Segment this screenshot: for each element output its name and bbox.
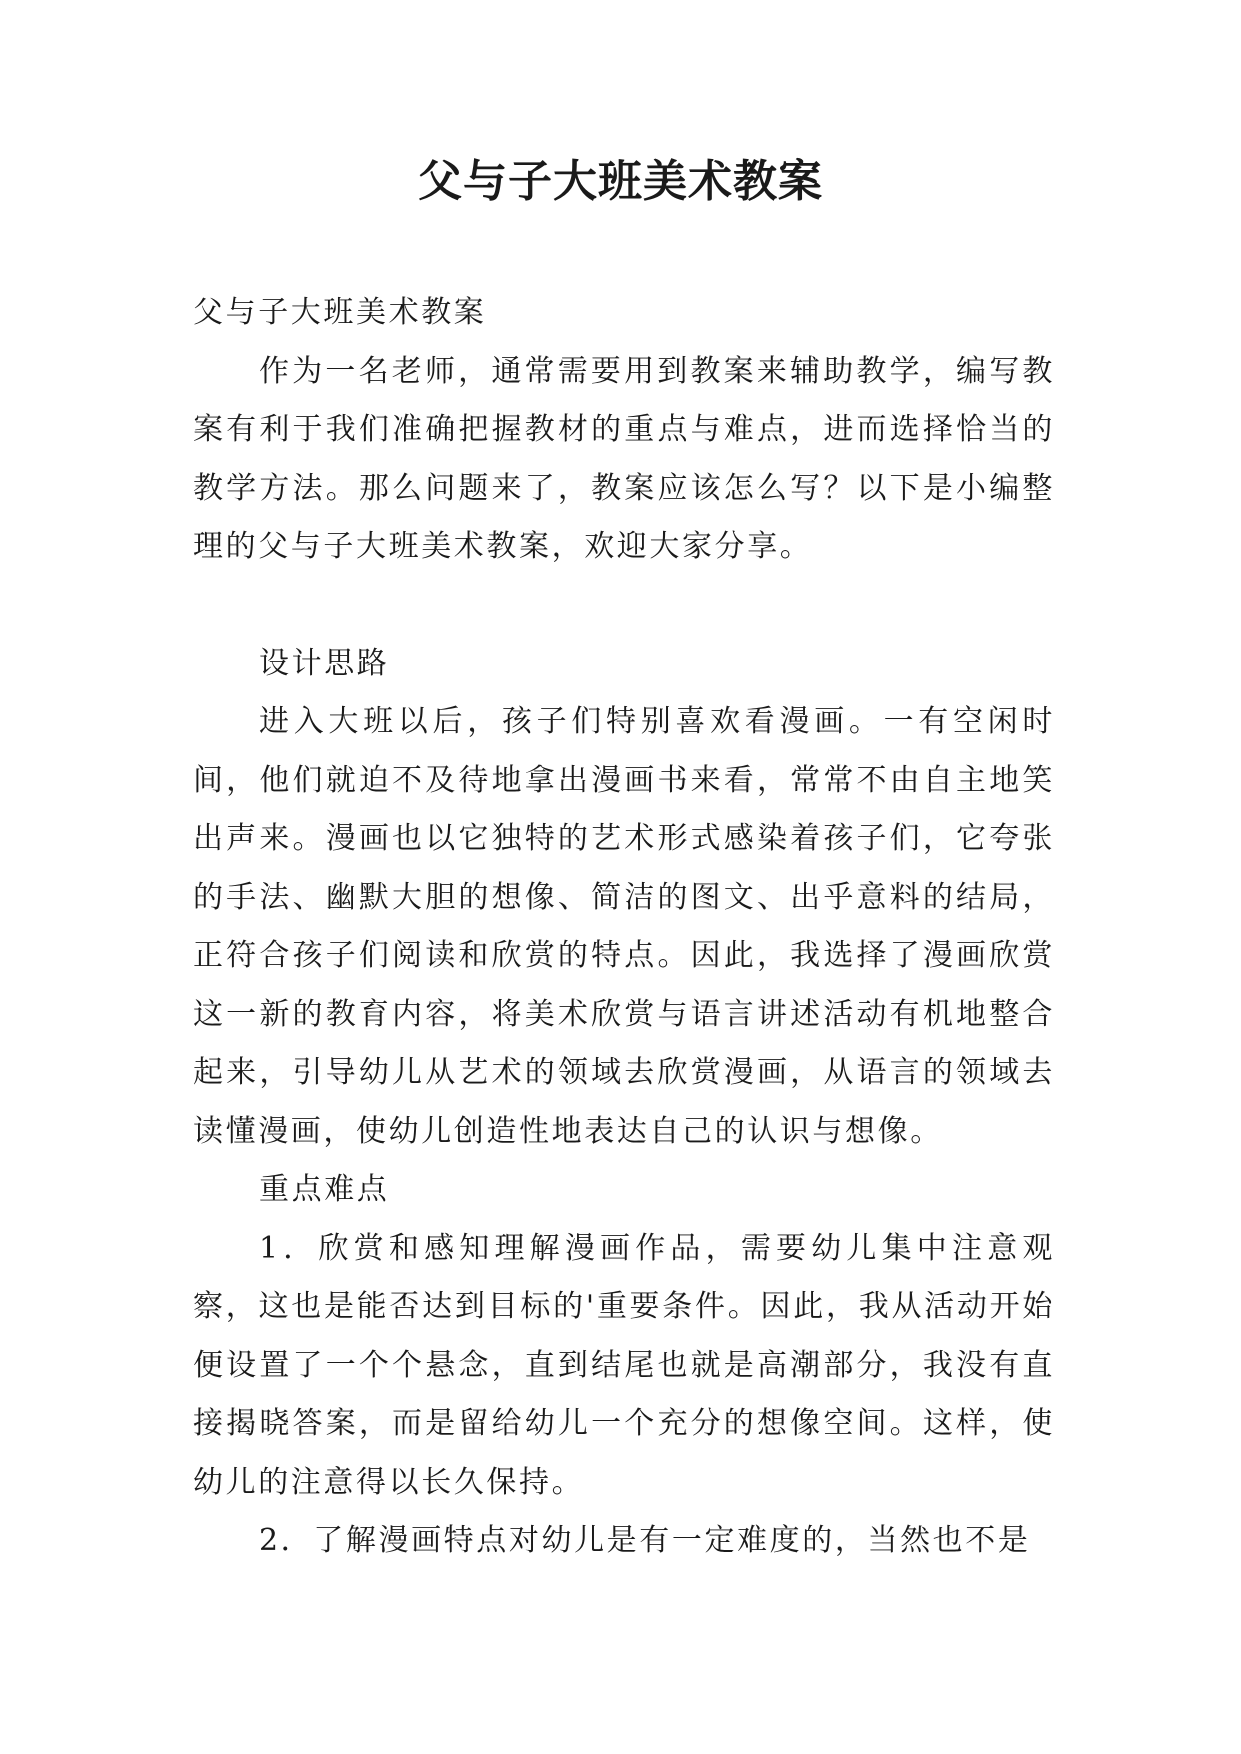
document-body [193, 284, 1055, 1571]
paragraph-key-point-2: 2．了解漫画特点对幼儿是有一定难度的，当然也不是 [259, 1523, 1031, 1558]
paragraph-gap [193, 577, 1055, 635]
paragraph-intro: 作为一名老师，通常需要用到教案来辅助教学，编写教案有利于我们准确把握教材的重点与难点，进而选择恰当的教学方法。那么问题来了，教案应该怎么写？以下是小编整理的父与子大班美术教案，欢迎大家分享。 [193, 353, 1055, 564]
paragraph-heading: 父与子大班美术教案 [193, 295, 487, 330]
section-heading-design: 设计思路 [259, 645, 390, 681]
section-heading-key-points: 重点难点 [259, 1172, 390, 1207]
paragraph-design: 进入大班以后，孩子们特别喜欢看漫画。一有空闲时间，他们就迫不及待地拿出漫画书来看，常常不由自主地笑出声来。漫画也以它独特的艺术形式感染着孩子们，它夸张的手法、幽默大胆的想像、简洁的图文、出乎意料的结局，正符合孩子们阅读和欣赏的特点。因此，我选择了漫画欣赏这一新的教育内容，将美术欣赏与语言讲述活动有机地整合起来，引导幼儿从艺术的领域去欣赏漫画，从语言的领域去读懂漫画，使幼儿创造性地表达自己的认识与想像。 [193, 704, 1055, 1149]
paragraph-key-point-1: 1．欣赏和感知理解漫画作品，需要幼儿集中注意观察，这也是能否达到目标的'重要条件。因此，我从活动开始便设置了一个个悬念，直到结尾也就是高潮部分，我没有直接揭晓答案，而是留给幼儿一个充分的想像空间。这样，使幼儿的注意得以长久保持。 [193, 1230, 1055, 1500]
document-title: 父与子大班美术教案 [418, 156, 823, 207]
